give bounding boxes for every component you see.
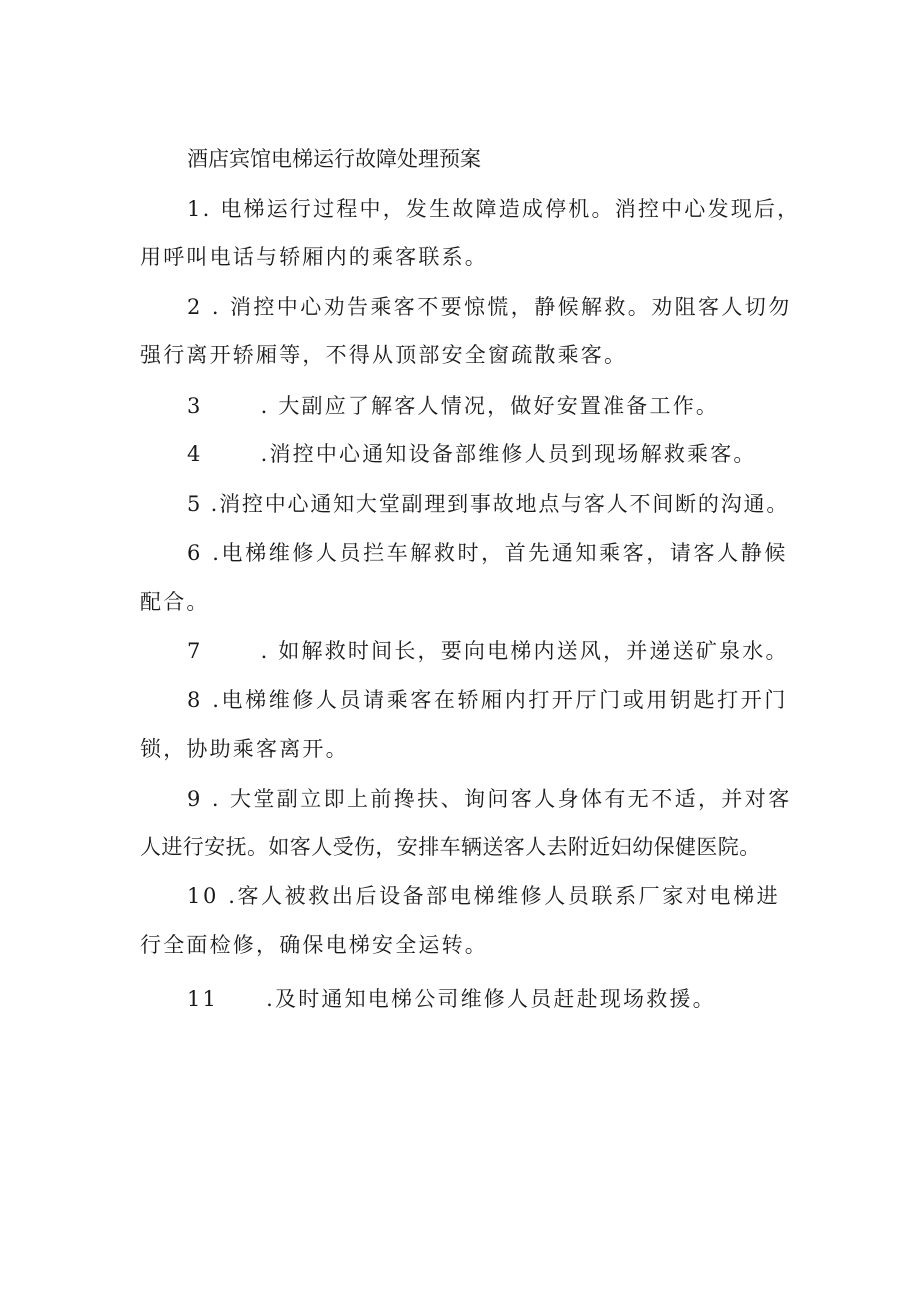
list-item-2-line-2: 强行离开轿厢等，不得从顶部安全窗疏散乘客。	[140, 343, 628, 367]
list-item-9-line-2: 人进行安抚。如客人受伤，安排车辆送客人去附近妇幼保健医院。	[140, 835, 761, 859]
list-item-6-line-1	[187, 539, 788, 567]
list-item-3-line-1	[187, 392, 719, 420]
list-item-5-line-1	[187, 490, 789, 518]
item-text: . 大副应了解客人情况，做好安置准备工作。	[260, 394, 720, 418]
list-item-10-line-2: 行全面检修，确保电梯安全运转。	[140, 933, 488, 957]
item-number: 4	[187, 442, 203, 466]
item-text: . 消控中心劝告乘客不要惊慌，静候解救。劝阻客人切勿	[202, 295, 792, 319]
list-item-7-line-1	[187, 637, 789, 665]
list-item-8-line-1	[187, 686, 788, 714]
item-text: . 大堂副立即上前搀扶、询问客人身体有无不适，并对客	[202, 787, 792, 811]
item-number: 6	[187, 541, 203, 565]
list-item-8-line-2: 锁，协助乘客离开。	[140, 737, 349, 761]
list-item-4-line-1	[187, 440, 757, 468]
item-number: 11	[187, 987, 219, 1011]
item-text: . 电梯运行过程中，发生故障造成停机。消控中心发现后，	[202, 197, 801, 221]
item-number: 1	[187, 197, 203, 221]
item-text: .消控中心通知大堂副理到事故地点与客人不间断的沟通。	[202, 492, 790, 516]
item-text: .消控中心通知设备部维修人员到现场解救乘客。	[260, 442, 757, 466]
list-item-2-line-1	[187, 293, 792, 321]
item-text: . 如解救时间长，要向电梯内送风，并递送矿泉水。	[260, 639, 789, 663]
list-item-6-line-2: 配合。	[140, 590, 210, 614]
item-text: .电梯维修人员请乘客在轿厢内打开厅门或用钥匙打开门	[202, 688, 788, 712]
item-number: 10	[187, 884, 219, 908]
list-item-11-line-1	[187, 985, 716, 1013]
item-text: .及时通知电梯公司维修人员赶赴现场救援。	[266, 987, 716, 1011]
item-number: 2	[187, 295, 203, 319]
list-item-1-line-1	[187, 195, 800, 223]
item-number: 7	[187, 639, 203, 663]
item-text: .电梯维修人员拦车解救时，首先通知乘客，请客人静候	[202, 541, 788, 565]
item-number: 5	[187, 492, 203, 516]
list-item-10-line-1	[187, 882, 780, 910]
list-item-1-line-2: 用呼叫电话与轿厢内的乘客联系。	[140, 245, 488, 269]
document-title: 酒店宾馆电梯运行故障处理预案	[187, 147, 481, 171]
list-item-9-line-1	[187, 785, 792, 813]
item-number: 8	[187, 688, 203, 712]
item-text: .客人被救出后设备部电梯维修人员联系厂家对电梯进	[218, 884, 781, 908]
item-number: 3	[187, 394, 203, 418]
item-number: 9	[187, 787, 203, 811]
